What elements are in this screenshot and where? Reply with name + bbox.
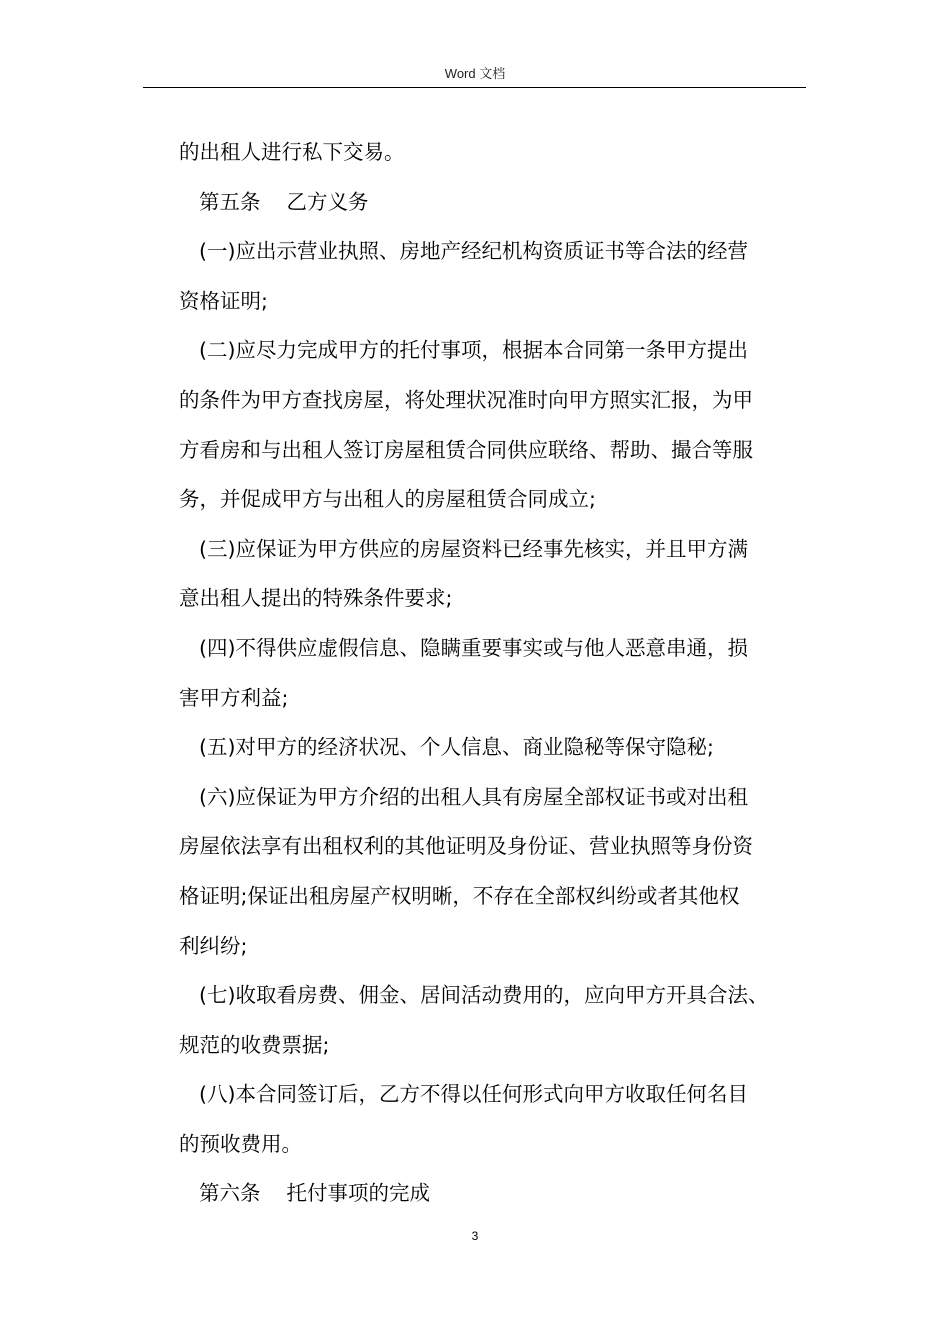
article-number: 第五条 [199,189,261,214]
paragraph-line: 方看房和与出租人签订房屋租赁合同供应联络、帮助、撮合等服 [179,437,753,462]
paragraph-line: 的出租人进行私下交易。 [179,140,405,164]
paragraph-line: (二)应尽力完成甲方的托付事项，根据本合同第一条甲方提出 [199,338,748,363]
paragraph-line: (五)对甲方的经济状况、个人信息、商业隐秘等保守隐秘; [199,735,714,760]
paragraph-line: (七)收取看房费、佣金、居间活动费用的，应向甲方开具合法、 [199,983,769,1008]
paragraph-line: (八)本合同签订后，乙方不得以任何形式向甲方收取任何名目 [199,1082,748,1107]
page-number: 3 [471,1229,479,1243]
article-title: 乙方义务 [286,189,369,214]
paragraph-line: 意出租人提出的特殊条件要求; [179,586,453,611]
paragraph-line: (三)应保证为甲方供应的房屋资料已经事先核实，并且甲方满 [199,536,748,561]
article-title: 托付事项的完成 [286,1181,430,1206]
article-number: 第六条 [199,1181,261,1206]
paragraph-line: 的条件为甲方查找房屋，将处理状况准时向甲方照实汇报，为甲 [179,387,753,412]
document-body [179,128,809,1219]
page-header-title: Word 文档 [444,66,506,81]
paragraph-line: (四)不得供应虚假信息、隐瞒重要事实或与他人恶意串通，损 [199,635,748,660]
header-divider [143,87,806,88]
article-heading [179,1169,809,1219]
paragraph-line: (六)应保证为甲方介绍的出租人具有房屋全部权证书或对出租 [199,784,748,809]
paragraph-line: 规范的收费票据; [179,1032,330,1057]
paragraph-line: 房屋依法享有出租权利的其他证明及身份证、营业执照等身份资 [179,834,753,859]
paragraph-line: (一)应出示营业执照、房地产经纪机构资质证书等合法的经营 [199,239,748,264]
paragraph-line: 资格证明; [179,288,268,313]
paragraph-line: 的预收费用。 [179,1131,302,1156]
paragraph-line: 利纠纷; [179,933,248,958]
paragraph-line: 格证明;保证出租房屋产权明晰，不存在全部权纠纷或者其他权 [179,883,740,908]
paragraph-line: 务，并促成甲方与出租人的房屋租赁合同成立; [179,487,596,512]
article-heading [179,178,809,228]
paragraph-line: 害甲方利益; [179,685,289,710]
